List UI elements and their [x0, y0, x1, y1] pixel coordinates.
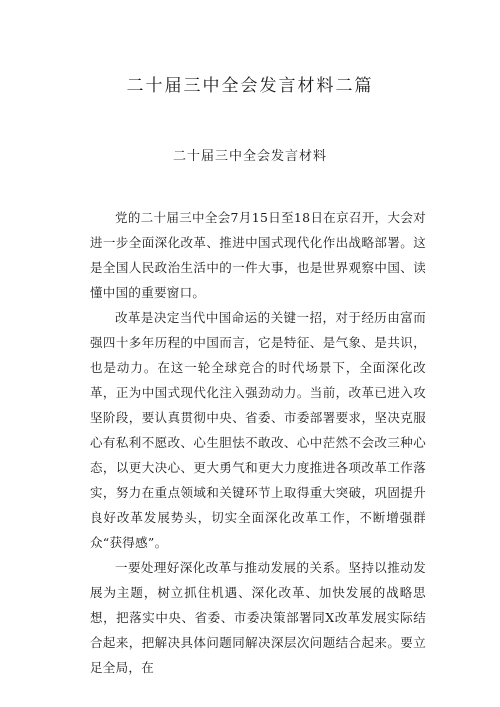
paragraph: 改革是决定当代中国命运的关键一招，对于经历由富而强四十多年历程的中国而言，它是特征、是气象、是共识，也是动力。在这一轮全球竞合的时代场景下，全面深化改革，正为中国式现代化注入强劲动力。当前，改革已进入攻坚阶段，要认真贯彻中央、省委、市委部署要求，坚决克服心有私利不愿改、心生胆怯不敢改、心中茫然不会改三种心态，以更大决心、更大勇气和更大力度推进各项改革工作落实，努力在重点领域和关键环节上取得重大突破，巩固提升良好改革发展势头，切实全面深化改革工作，不断增强群众“获得感”。	[90, 310, 426, 550]
paragraph: 党的二十届三中全会7月15日至18日在京召开，大会对进一步全面深化改革、推进中国式现代化作出战略部署。这是全国人民政治生活中的一件大事，也是世界观察中国、读懂中国的重要窗口。	[90, 210, 426, 300]
document-subtitle: 二十届三中全会发言材料	[172, 149, 327, 164]
paragraph: 一要处理好深化改革与推动发展的关系。坚持以推动发展为主题，树立抓住机遇、深化改革、加快发展的战略思想，把落实中央、省委、市委决策部署同X改革发展实际结合起来，把解决具体问题同解决深层次问题结合起来。要立足全局，在	[90, 560, 426, 675]
document-body	[90, 205, 426, 680]
document-title: 二十届三中全会发言材料二篇	[126, 76, 374, 96]
